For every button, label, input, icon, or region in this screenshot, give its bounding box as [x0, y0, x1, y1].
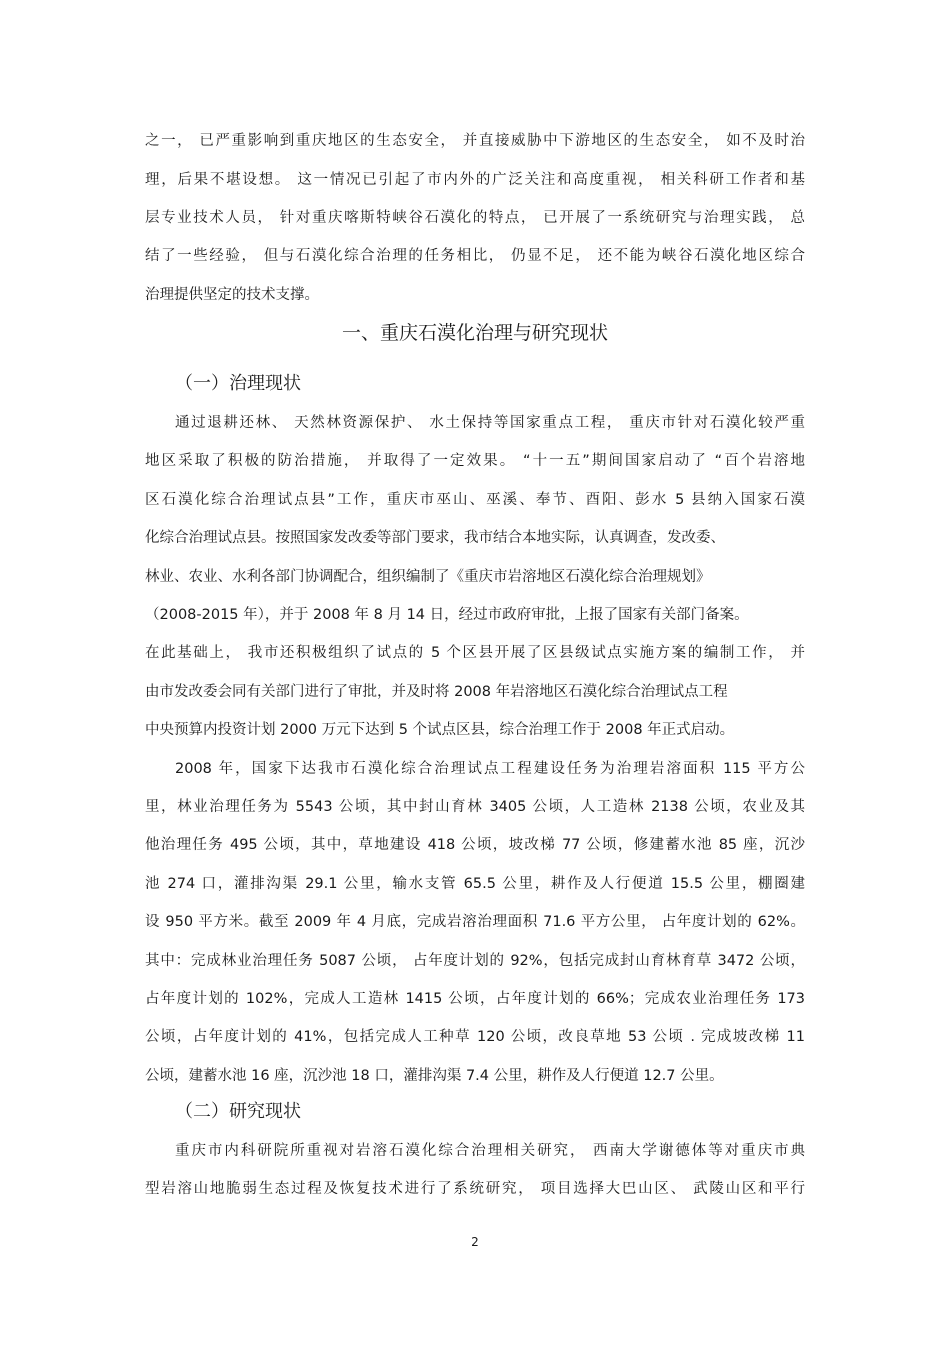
intro-line-2: 理，后果不堪设想。 这一情况已引起了市内外的广泛关注和高度重视， 相关科研工作者和基	[145, 172, 805, 188]
para2-line-1: 2008 年，国家下达我市石漠化综合治理试点工程建设任务为治理岩溶面积 115 平方公	[175, 761, 805, 777]
para1-line-1: 通过退耕还林、 天然林资源保护、 水土保持等国家重点工程， 重庆市针对石漠化较严重	[175, 415, 805, 431]
para2-line-4: 池 274 口，灌排沟渠 29.1 公里，输水支管 65.5 公里，耕作及人行便道 15.5 公里，棚圈建	[145, 876, 805, 892]
para2-line-5: 设 950 平方米。截至 2009 年 4 月底，完成岩溶治理面积 71.6 平方公里， 占年度计划的 62%。	[145, 914, 805, 930]
intro-line-1: 之一， 已严重影响到重庆地区的生态安全， 并直接威胁中下游地区的生态安全， 如不及时治	[145, 133, 805, 149]
para1-line-5: 林业、农业、水利各部门协调配合，组织编制了《重庆市岩溶地区石漠化综合治理规划》	[145, 569, 711, 585]
subsection-title-governance: （一）治理现状	[175, 373, 301, 394]
para1-line-3: 区石漠化综合治理试点县”工作，重庆市巫山、巫溪、奉节、酉阳、彭水 5 县纳入国家石漠	[145, 492, 805, 508]
page-number: 2	[471, 1235, 479, 1249]
para3-line-1: 重庆市内科研院所重视对岩溶石漠化综合治理相关研究， 西南大学谢德体等对重庆市典	[175, 1143, 805, 1159]
para1-line-2: 地区采取了积极的防治措施， 并取得了一定效果。 “十一五”期间国家启动了 “百个岩溶地	[145, 453, 805, 469]
para2-line-2: 里，林业治理任务为 5543 公顷，其中封山育林 3405 公顷，人工造林 2138 公顷，农业及其	[145, 799, 805, 815]
intro-line-4: 结了一些经验， 但与石漠化综合治理的任务相比， 仍显不足， 还不能为峡谷石漠化地区综合	[145, 248, 805, 264]
para2-line-7: 占年度计划的 102%，完成人工造林 1415 公顷，占年度计划的 66%；完成农业治理任务 173	[145, 991, 805, 1007]
para2-line-6: 其中：完成林业治理任务 5087 公顷， 占年度计划的 92%，包括完成封山育林育草 3472 公顷，	[145, 953, 805, 969]
para1-line-7: 在此基础上， 我市还积极组织了试点的 5 个区县开展了区县级试点实施方案的编制工作， 并	[145, 645, 805, 661]
para3-line-2: 型岩溶山地脆弱生态过程及恢复技术进行了系统研究， 项目选择大巴山区、 武陵山区和平行	[145, 1181, 805, 1197]
para2-line-9: 公顷，建蓄水池 16 座，沉沙池 18 口，灌排沟渠 7.4 公里，耕作及人行便道 12.7 公里。	[145, 1068, 724, 1084]
para1-line-6: （2008-2015 年），并于 2008 年 8 月 14 日，经过市政府审批，上报了国家有关部门备案。	[145, 607, 749, 623]
para2-line-3: 他治理任务 495 公顷，其中，草地建设 418 公顷，坡改梯 77 公顷，修建蓄水池 85 座，沉沙	[145, 837, 805, 853]
para1-line-4: 化综合治理试点县。按照国家发改委等部门要求，我市结合本地实际，认真调查，发改委、	[145, 530, 725, 546]
intro-line-3: 层专业技术人员， 针对重庆喀斯特峡谷石漠化的特点， 已开展了一系统研究与治理实践， 总	[145, 210, 805, 226]
intro-line-5: 治理提供坚定的技术支撑。	[145, 287, 319, 303]
para1-line-9: 中央预算内投资计划 2000 万元下达到 5 个试点区县，综合治理工作于 2008 年正式启动。	[145, 722, 735, 738]
section-title: 一、重庆石漠化治理与研究现状	[341, 322, 608, 344]
para2-line-8: 公顷，占年度计划的 41%，包括完成人工种草 120 公顷，改良草地 53 公顷 . 完成坡改梯 11	[145, 1029, 805, 1045]
para1-line-8: 由市发改委会同有关部门进行了审批，并及时将 2008 年岩溶地区石漠化综合治理试点工程	[145, 684, 728, 700]
subsection-title-research: （二）研究现状	[175, 1101, 301, 1122]
